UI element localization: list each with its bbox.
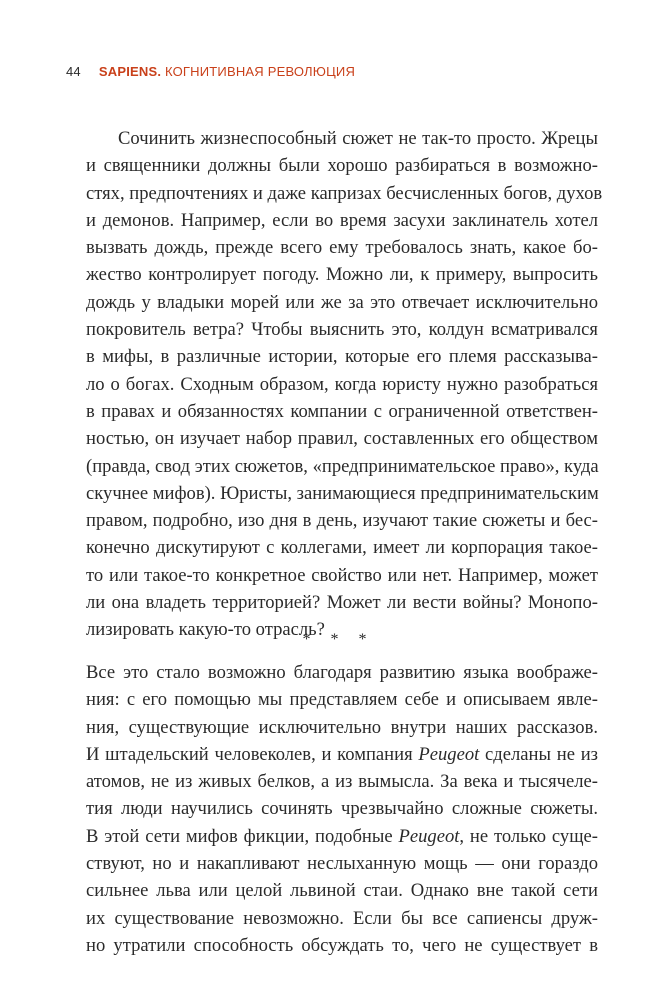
text-line: тия люди научились сочинять чрезвычайно сложные сюжеты. <box>86 798 598 820</box>
text-line: ли она владеть территорией? Может ли вести войны? Монопо- <box>86 592 598 614</box>
text-line: (правда, свод этих сюжетов, «предпринимательское право», куда <box>86 455 599 477</box>
text-line: конечно дискутируют с коллегами, имеет ли корпорация такое- <box>86 537 598 559</box>
text-line: вызвать дождь, прежде всего ему требовалось знать, какое бо- <box>86 237 598 259</box>
text-line: сильнее льва или целой львиной стаи. Однако вне такой сети <box>86 880 598 902</box>
text-line: ния, существующие исключительно внутри наших рассказов. <box>86 716 598 738</box>
text-line: ния: с его помощью мы представляем себе и описываем явле- <box>86 689 598 711</box>
text-line: дождь у владыки морей или же за это отвечает исключительно <box>86 291 598 313</box>
running-chapter-title: КОГНИТИВНАЯ РЕВОЛЮЦИЯ <box>161 64 356 79</box>
body-paragraph-2 <box>86 659 598 959</box>
text-line: скучнее мифов). Юристы, занимающиеся предпринимательским <box>86 482 599 504</box>
text-line: Все это стало возможно благодаря развитию языка воображе- <box>86 662 598 683</box>
text-run: В этой сети мифов фикции, подобные <box>86 825 399 847</box>
text-line: Сочинить жизнеспособный сюжет не так-то просто. Жрецы <box>118 128 598 149</box>
text-line: их существование невозможно. Если бы все сапиенсы друж- <box>86 907 598 929</box>
text-line: но утратили способность обсуждать то, чего не существует в <box>86 934 598 956</box>
brand-name-peugeot: Peugeot <box>398 825 460 847</box>
text-line: в мифы, в различные истории, которые его племя рассказыва- <box>86 346 598 368</box>
text-line: в правах и обязанностях компании с ограниченной ответствен- <box>86 400 598 422</box>
text-line: то или такое-то конкретное свойство или нет. Например, может <box>86 564 598 586</box>
running-book-title: SAPIENS. <box>98 64 162 79</box>
text-line: и священники должны были хорошо разбираться в возможно- <box>86 155 598 177</box>
text-line: лизировать какую-то отрасль? <box>86 619 325 641</box>
section-separator: * * * <box>302 631 375 648</box>
text-run: , не только суще- <box>459 825 598 847</box>
brand-name-peugeot: Peugeot <box>418 743 480 765</box>
text-line: ло о богах. Сходным образом, когда юристу нужно разобраться <box>86 373 598 395</box>
text-line: ностью, он изучает набор правил, составленных его обществом <box>86 428 598 450</box>
text-line: правом, подробно, изо дня в день, изучают такие сюжеты и бес- <box>86 510 598 532</box>
text-line: стях, предпочтениях и даже капризах бесчисленных богов, духов <box>86 182 603 204</box>
text-run: сделаны не из <box>479 743 598 765</box>
text-line: покровитель ветра? Чтобы выяснить это, колдун всматривался <box>86 319 598 341</box>
text-line: и демонов. Например, если во время засухи заклинатель хотел <box>86 209 598 231</box>
running-header <box>66 64 355 79</box>
text-line: ствуют, но и накапливают неслыханную мощь — они гораздо <box>86 853 598 875</box>
text-line <box>86 741 598 768</box>
page-number: 44 <box>66 64 81 79</box>
text-line: атомов, не из живых белков, а из вымысла. За века и тысячеле- <box>86 771 598 793</box>
text-line: жество контролирует погоду. Можно ли, к примеру, выпросить <box>86 264 598 286</box>
body-paragraph-1 <box>86 125 603 644</box>
text-run: И штадельский человеколев, и компания <box>86 743 419 765</box>
text-line <box>86 823 598 850</box>
